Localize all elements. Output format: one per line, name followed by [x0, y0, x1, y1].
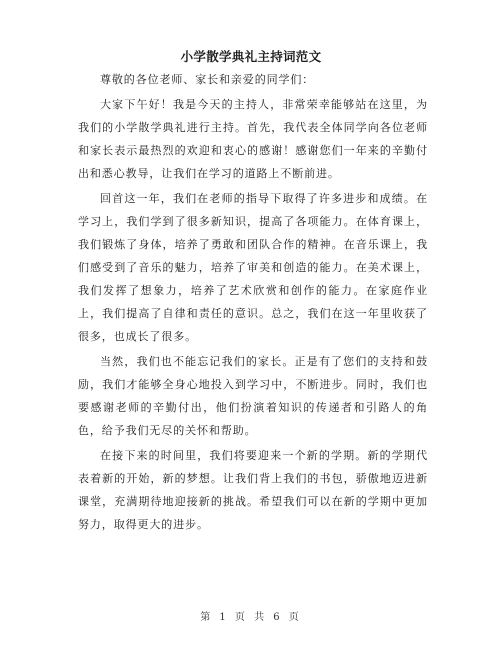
paragraph-thanks: 当然，我们也不能忘记我们的家长。正是有了您们的支持和鼓励，我们才能够全身心地投入到学习中，不断进步。同时，我们也要感谢老师的辛勤付出，他们扮演着知识的传递者和引路人的角色，给予我们无尽的关怀和帮助。: [78, 355, 428, 437]
page-number-footer: 第 1 页 共 6 页: [200, 612, 302, 623]
document-title: 小学散学典礼主持词范文: [180, 49, 322, 64]
paragraph-opening: 大家下午好！我是今天的主持人，非常荣幸能够站在这里，为我们的小学散学典礼进行主持。首先，我代表全体同学向各位老师和家长表示最热烈的欢迎和衷心的感谢！感谢您们一年来的辛勤付出和悉心教导，让我们在学习的道路上不断前进。: [78, 98, 428, 180]
paragraph-new-semester: 在接下来的时间里，我们将要迎来一个新的学期。新的学期代表着新的开始，新的梦想。让我们背上我们的书包，骄傲地迈进新课堂，充满期待地迎接新的挑战。希望我们可以在新的学期中更加努力，取得更大的进步。: [78, 449, 428, 531]
document-body: [78, 68, 428, 536]
paragraph-review: 回首这一年，我们在老师的指导下取得了许多进步和成绩。在学习上，我们学到了很多新知识，提高了各项能力。在体育课上，我们锻炼了身体，培养了勇敢和团队合作的精神。在音乐课上，我们感受到了音乐的魅力，培养了审美和创造的能力。在美术课上，我们发挥了想象力，培养了艺术欣赏和创作的能力。在家庭作业上，我们提高了自律和责任的意识。总之，我们在这一年里收获了很多，也成长了很多。: [78, 192, 428, 343]
greeting-line: 尊敬的各位老师、家长和亲爱的同学们：: [100, 73, 315, 86]
